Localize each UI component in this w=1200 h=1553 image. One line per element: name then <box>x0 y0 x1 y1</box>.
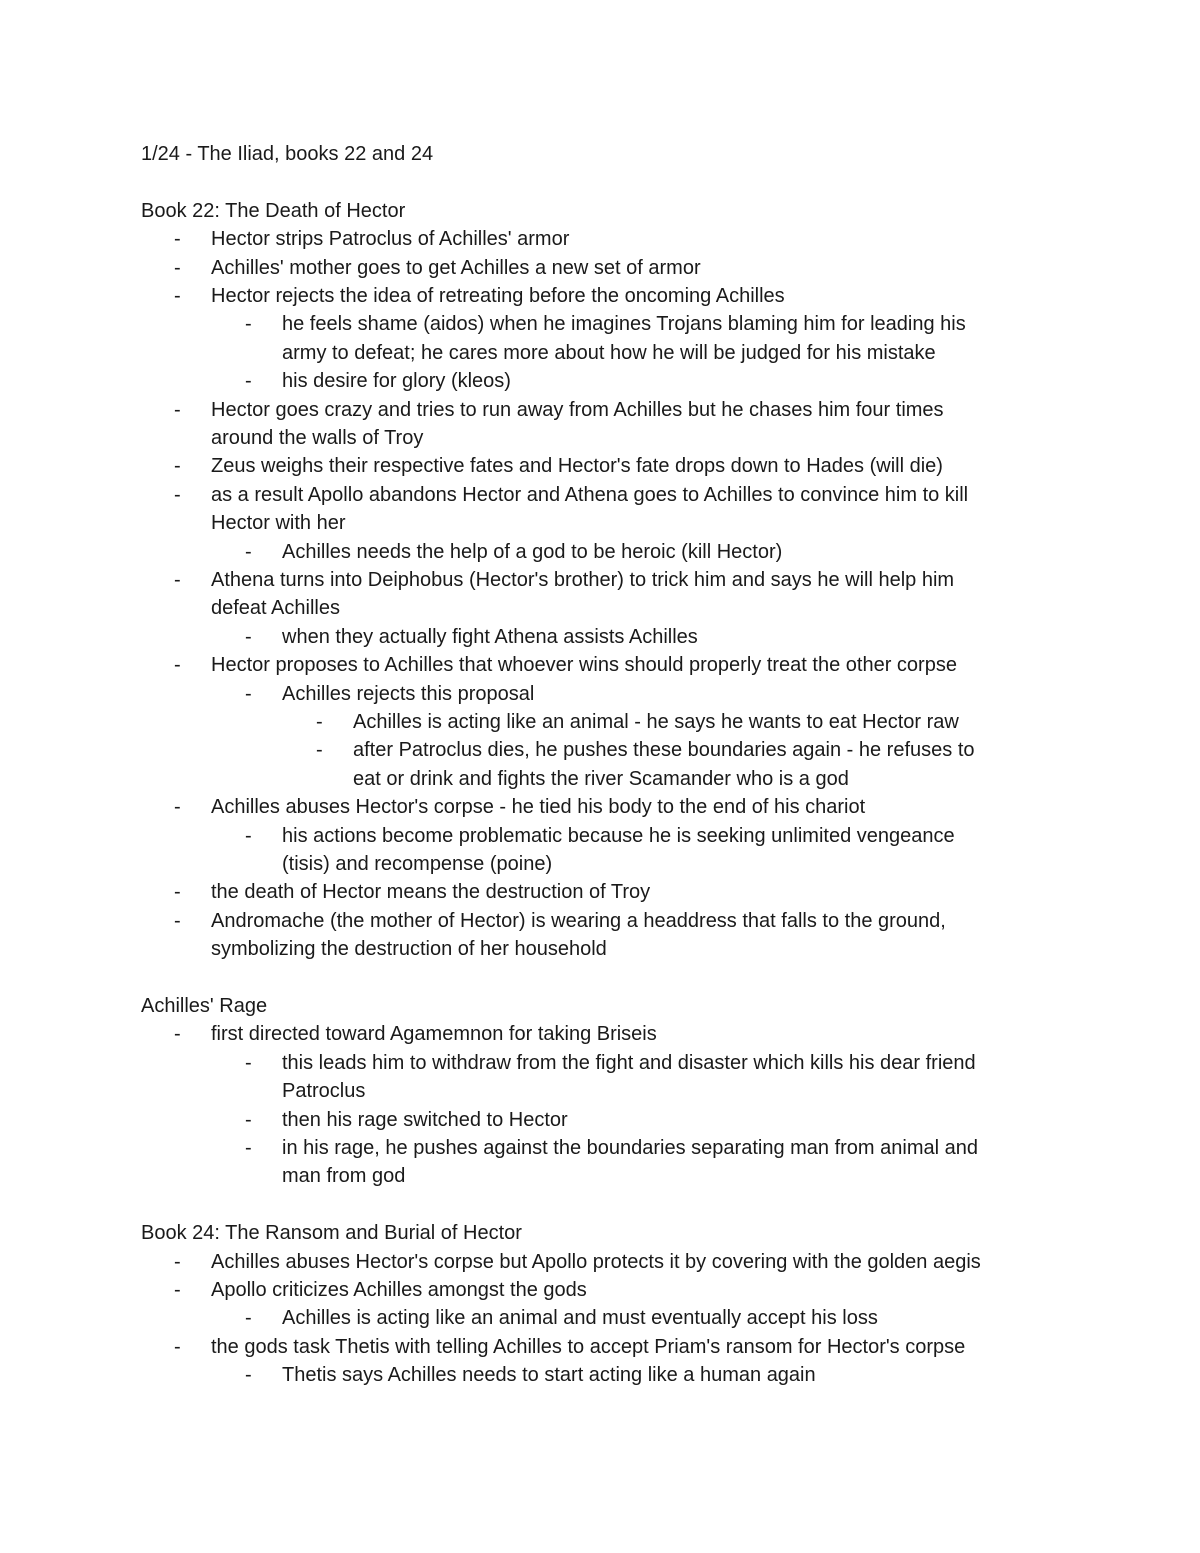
bullet-text: defeat Achilles <box>211 597 340 619</box>
bullet-text: when they actually fight Athena assists Achilles <box>282 626 698 648</box>
bullet-text: around the walls of Troy <box>211 427 424 449</box>
bullet-dash: - <box>245 541 252 563</box>
bullet-text: as a result Apollo abandons Hector and Athena goes to Achilles to convince him to kill <box>211 484 969 506</box>
bullet-dash: - <box>174 285 181 307</box>
bullet-dash: - <box>316 711 323 733</box>
bullet-dash: - <box>174 796 181 818</box>
bullet-text: Achilles abuses Hector's corpse but Apollo protects it by covering with the golden aegis <box>211 1251 981 1273</box>
bullet-dash: - <box>245 313 252 335</box>
bullet-text: eat or drink and fights the river Scamander who is a god <box>353 768 849 790</box>
bullet-text: Achilles needs the help of a god to be heroic (kill Hector) <box>282 541 783 563</box>
section-heading: Book 22: The Death of Hector <box>141 200 406 222</box>
bullet-text: Apollo criticizes Achilles amongst the gods <box>211 1279 587 1301</box>
bullet-text: he feels shame (aidos) when he imagines Trojans blaming him for leading his <box>282 313 966 335</box>
bullet-dash: - <box>245 1052 252 1074</box>
bullet-dash: - <box>174 881 181 903</box>
bullet-dash: - <box>245 1307 252 1329</box>
bullet-text: Achilles' mother goes to get Achilles a new set of armor <box>211 257 701 279</box>
bullet-dash: - <box>174 1279 181 1301</box>
bullet-text: Achilles is acting like an animal and must eventually accept his loss <box>282 1307 878 1329</box>
bullet-text: Hector goes crazy and tries to run away from Achilles but he chases him four times <box>211 399 944 421</box>
bullet-dash: - <box>245 1137 252 1159</box>
bullet-text: Achilles abuses Hector's corpse - he tied his body to the end of his chariot <box>211 796 866 818</box>
bullet-dash: - <box>245 626 252 648</box>
bullet-dash: - <box>174 1251 181 1273</box>
bullet-text: then his rage switched to Hector <box>282 1109 568 1131</box>
bullet-text: Thetis says Achilles needs to start acting like a human again <box>282 1364 816 1386</box>
bullet-text: the death of Hector means the destruction of Troy <box>211 881 651 903</box>
bullet-text: symbolizing the destruction of her household <box>211 938 607 960</box>
bullet-dash: - <box>174 1336 181 1358</box>
bullet-text: Hector strips Patroclus of Achilles' armor <box>211 228 570 250</box>
bullet-dash: - <box>316 739 323 761</box>
bullet-dash: - <box>245 683 252 705</box>
bullet-text: the gods task Thetis with telling Achilles to accept Priam's ransom for Hector's corpse <box>211 1336 966 1358</box>
bullet-dash: - <box>174 1023 181 1045</box>
bullet-text: Achilles is acting like an animal - he says he wants to eat Hector raw <box>353 711 959 733</box>
bullet-dash: - <box>174 257 181 279</box>
bullet-dash: - <box>174 569 181 591</box>
section-heading: Achilles' Rage <box>141 995 268 1017</box>
bullet-text: Hector proposes to Achilles that whoever wins should properly treat the other corpse <box>211 654 957 676</box>
bullet-dash: - <box>245 825 252 847</box>
bullet-text: first directed toward Agamemnon for taking Briseis <box>211 1023 657 1045</box>
section-heading: Book 24: The Ransom and Burial of Hector <box>141 1222 522 1244</box>
bullet-text: Athena turns into Deiphobus (Hector's brother) to trick him and says he will help him <box>211 569 955 591</box>
bullet-dash: - <box>174 910 181 932</box>
bullet-text: Andromache (the mother of Hector) is wearing a headdress that falls to the ground, <box>211 910 946 932</box>
bullet-dash: - <box>174 228 181 250</box>
bullet-text: this leads him to withdraw from the fight and disaster which kills his dear friend <box>282 1052 976 1074</box>
bullet-text: Hector with her <box>211 512 346 534</box>
bullet-text: after Patroclus dies, he pushes these boundaries again - he refuses to <box>353 739 975 761</box>
bullet-dash: - <box>245 1364 252 1386</box>
bullet-text: Zeus weighs their respective fates and Hector's fate drops down to Hades (will die) <box>211 455 943 477</box>
bullet-text: his actions become problematic because he is seeking unlimited vengeance <box>282 825 955 847</box>
bullet-text: Patroclus <box>282 1080 366 1102</box>
bullet-dash: - <box>174 654 181 676</box>
bullet-text: in his rage, he pushes against the boundaries separating man from animal and <box>282 1137 978 1159</box>
bullet-text: army to defeat; he cares more about how he will be judged for his mistake <box>282 342 936 364</box>
bullet-dash: - <box>245 370 252 392</box>
bullet-dash: - <box>174 484 181 506</box>
bullet-text: his desire for glory (kleos) <box>282 370 511 392</box>
bullet-text: man from god <box>282 1165 406 1187</box>
bullet-dash: - <box>245 1109 252 1131</box>
bullet-dash: - <box>174 399 181 421</box>
bullet-dash: - <box>174 455 181 477</box>
bullet-text: (tisis) and recompense (poine) <box>282 853 553 875</box>
bullet-text: Hector rejects the idea of retreating before the oncoming Achilles <box>211 285 785 307</box>
bullet-text: Achilles rejects this proposal <box>282 683 535 705</box>
document-title: 1/24 - The Iliad, books 22 and 24 <box>141 143 434 165</box>
